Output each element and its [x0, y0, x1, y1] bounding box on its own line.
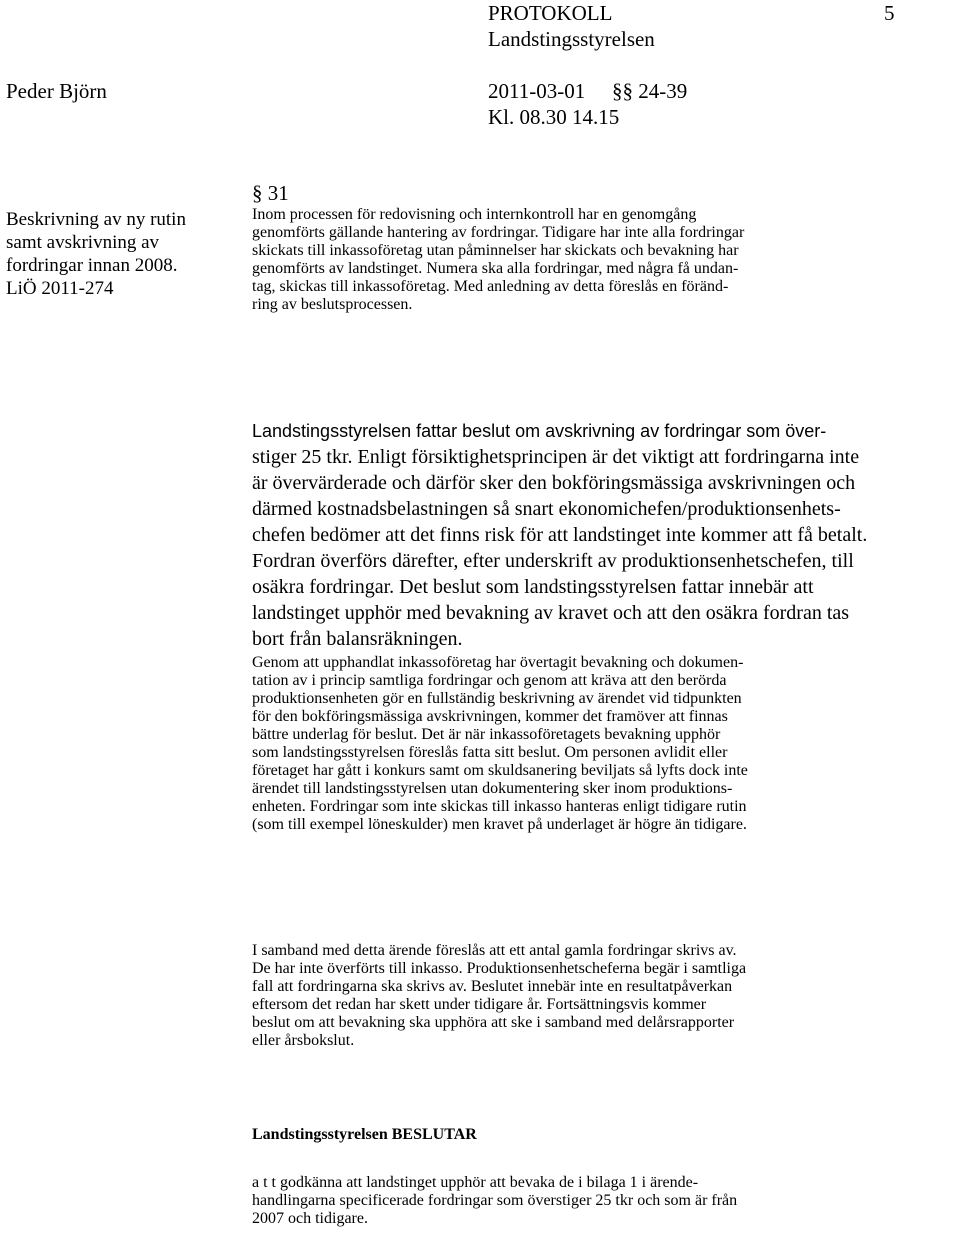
paragraph-write-off — [252, 418, 960, 652]
text-line: genomförts gällande hantering av fordringar. Tidigare har inte alla fordringar — [252, 224, 745, 241]
text-line: Genom att upphandlat inkassoföretag har övertagit bevakning och dokumen- — [252, 654, 744, 671]
text-line: Fordran överförs därefter, efter underskrift av produktionsenhetschefen, till — [252, 550, 854, 572]
text-line: fall att fordringarna ska skrivs av. Beslutet innebär inte en resultatpåverkan — [252, 978, 733, 995]
text-line: Landstingsstyrelsen fattar beslut om avskrivning av fordringar som över- — [252, 421, 827, 441]
signatory-name: Peder Björn — [6, 79, 107, 103]
text-line: därmed kostnadsbelastningen så snart ekonomichefen/produktionsenhets- — [252, 498, 841, 520]
margin-note-line: LiÖ 2011-274 — [6, 278, 114, 299]
text-line: är övervärderade och därför sker den bokföringsmässiga avskrivningen och — [252, 472, 856, 494]
paragraph-old-claims — [252, 942, 960, 1050]
text-line: beslut om att bevakning ska upphöra att ske i samband med delårsrapporter — [252, 1014, 735, 1031]
text-line: för den bokföringsmässiga avskrivningen, kommer det framöver att finnas — [252, 708, 728, 725]
text-line: eftersom det redan har skett under tidigare år. Fortsättningsvis kommer — [252, 996, 707, 1013]
text-line: stiger 25 tkr. Enligt försiktighetsprincipen är det viktigt att fordringarna inte — [252, 446, 860, 468]
text-line: tag, skickas till inkassoföretag. Med anledning av detta föreslås en föränd- — [252, 278, 729, 295]
text-line: som landstingsstyrelsen föreslås fatta sitt beslut. Om personen avlidit eller — [252, 744, 728, 761]
section-number: § 31 — [252, 181, 289, 205]
text-line: företaget har gått i konkurs samt om skuldsanering beviljats så lyfts dock inte — [252, 762, 748, 779]
paragraph-intro — [252, 206, 960, 314]
text-line: bättre underlag för beslut. Det är när inkassoföretagets bevakning upphör — [252, 726, 721, 743]
decision-heading: Landstingsstyrelsen BESLUTAR — [252, 1126, 477, 1143]
text-line: eller årsbokslut. — [252, 1032, 355, 1049]
paragraph-collection — [252, 654, 960, 834]
text-line: handlingarna specificerade fordringar som överstiger 25 tkr och som är från — [252, 1192, 738, 1209]
text-line: skickats till inkassoföretag utan påminnelser har skickats och bevakning har — [252, 242, 739, 259]
margin-note-line: fordringar innan 2008. — [6, 255, 178, 276]
paragraph-range: §§ 24-39 — [612, 79, 688, 103]
margin-note-line: samt avskrivning av — [6, 232, 160, 253]
text-line: Inom processen för redovisning och internkontroll har en genomgång — [252, 206, 697, 223]
margin-note — [6, 208, 246, 300]
meeting-date: 2011-03-01 — [488, 79, 586, 103]
document-title: PROTOKOLL — [488, 1, 613, 25]
margin-note-line: Beskrivning av ny rutin — [6, 209, 186, 230]
text-line: ärendet till landstingsstyrelsen utan dokumentering sker inom produktions- — [252, 780, 733, 797]
text-line: genomförts av landstinget. Numera ska alla fordringar, med några få undan- — [252, 260, 739, 277]
text-line: De har inte överförts till inkasso. Produktionsenhetscheferna begär i samtliga — [252, 960, 747, 977]
text-line: tation av i princip samtliga fordringar och genom att kräva att den berörda — [252, 672, 727, 689]
text-line: enheten. Fordringar som inte skickas till inkasso hanteras enligt tidigare rutin — [252, 798, 747, 815]
text-line: osäkra fordringar. Det beslut som landstingsstyrelsen fattar innebär att — [252, 576, 814, 598]
decision-text — [252, 1174, 960, 1228]
organization-name: Landstingsstyrelsen — [488, 27, 655, 51]
page-number: 5 — [884, 1, 895, 25]
text-line: (som till exempel löneskulder) men kravet på underlaget är högre än tidigare. — [252, 816, 747, 833]
text-line: bort från balansräkningen. — [252, 628, 463, 650]
text-line: ring av beslutsprocessen. — [252, 296, 413, 313]
text-line: chefen bedömer att det finns risk för att landstinget inte kommer att få betalt. — [252, 524, 868, 546]
text-line: a t t godkänna att landstinget upphör att bevaka de i bilaga 1 i ärende- — [252, 1174, 699, 1191]
text-line: produktionsenheten gör en fullständig beskrivning av ärendet vid tidpunkten — [252, 690, 742, 707]
text-line: landstinget upphör med bevakning av kravet och att den osäkra fordran tas — [252, 602, 850, 624]
text-line: 2007 och tidigare. — [252, 1210, 368, 1227]
meeting-time: Kl. 08.30 14.15 — [488, 105, 620, 129]
text-line: I samband med detta ärende föreslås att ett antal gamla fordringar skrivs av. — [252, 942, 737, 959]
